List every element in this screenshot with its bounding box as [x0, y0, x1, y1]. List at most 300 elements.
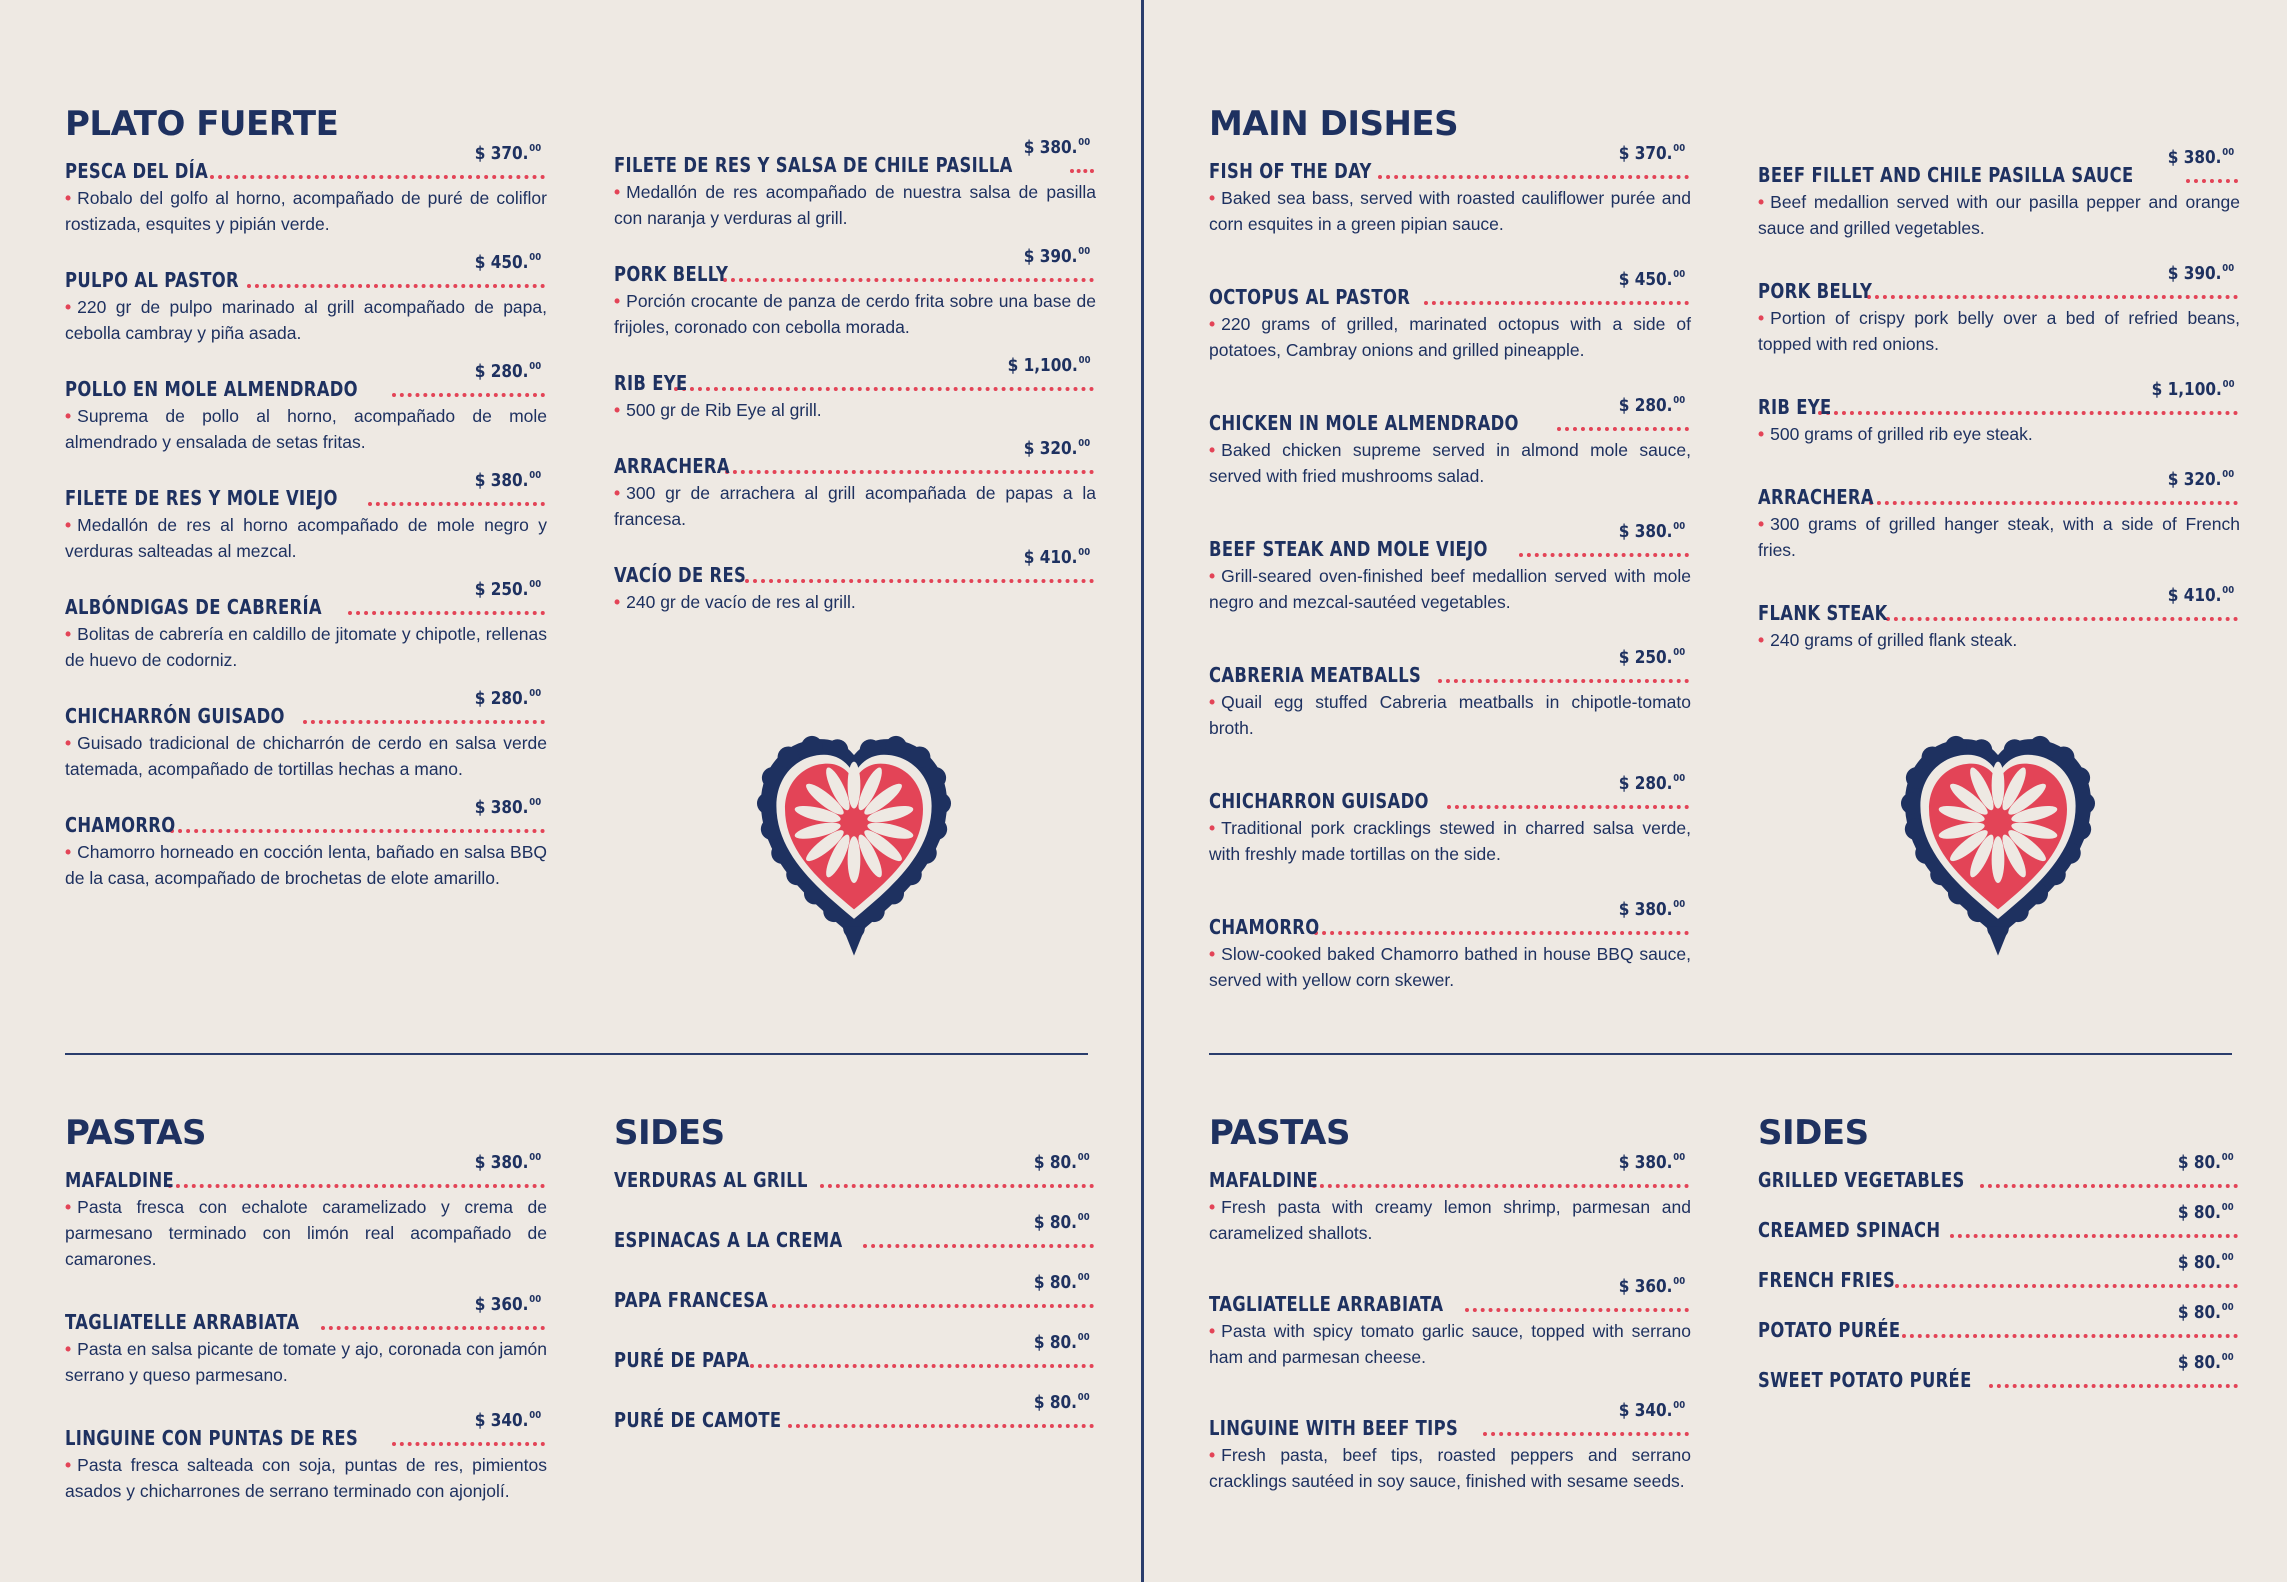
price-cents: 00 [1673, 1276, 1685, 1288]
menu-item-name: OCTOPUS AL PASTOR [1209, 285, 1411, 310]
menu-item-header [614, 246, 1096, 286]
dot-leader [863, 1244, 1094, 1248]
price-cents: 00 [529, 797, 541, 809]
menu-item [65, 470, 547, 564]
menu-item-name: LINGUINE CON PUNTAS DE RES [65, 1426, 359, 1451]
menu-item-price [475, 797, 541, 818]
menu-item [1209, 647, 1691, 741]
dot-leader [725, 470, 1094, 474]
menu-item-price [475, 252, 541, 273]
menu-item-name: SWEET POTATO PURÉE [1758, 1368, 1972, 1393]
menu-item-description [1209, 941, 1691, 993]
dot-leader [1818, 411, 2238, 415]
menu-item-price [475, 143, 541, 164]
menu-item [1209, 395, 1691, 489]
menu-item-description [65, 1336, 547, 1388]
menu-item-price [475, 579, 541, 600]
price-amount: $ 250. [474, 579, 529, 601]
description-text: Pasta fresca con echalote caramelizado y crema de parmesano terminado con limón real acompañado de camarones. [65, 1197, 547, 1270]
menu-item-price [475, 1410, 541, 1431]
menu-item [65, 252, 547, 346]
price-cents: 00 [2222, 1202, 2234, 1214]
menu-item-name: ESPINACAS A LA CREMA [614, 1228, 843, 1253]
menu-item-header [65, 361, 547, 402]
menu-item [65, 361, 547, 455]
price-amount: $ 390. [2167, 263, 2222, 284]
menu-item-description [65, 730, 547, 782]
dot-leader [1886, 617, 2238, 621]
menu-item-name: CHICHARRON GUISADO [1209, 789, 1429, 814]
menu-item [1758, 263, 2240, 357]
bullet-icon: • [614, 291, 621, 311]
menu-item-name: MAFALDINE [65, 1168, 175, 1193]
menu-item-description [614, 480, 1096, 532]
menu-item-name: CHICKEN IN MOLE ALMENDRADO [1209, 411, 1519, 436]
bullet-icon: • [65, 188, 72, 209]
dot-leader [674, 387, 1094, 391]
menu-item-name: FRENCH FRIES [1758, 1268, 1896, 1293]
menu-item-header [1758, 1302, 2240, 1343]
section-divider [65, 1053, 1088, 1055]
menu-item-price [1619, 395, 1685, 416]
menu-item-description [614, 288, 1096, 340]
menu-item-header [65, 252, 547, 293]
menu-item-description [1209, 311, 1691, 363]
dot-leader [1557, 427, 1689, 431]
menu-item-price [1619, 521, 1685, 542]
dot-leader [247, 284, 545, 288]
description-text: Chamorro horneado en cocción lenta, bañado en salsa BBQ de la casa, acompañado de brochetas de elote amarillo. [65, 842, 547, 889]
dot-leader [392, 393, 545, 397]
dot-leader [210, 175, 545, 179]
menu-item [1758, 379, 2240, 447]
menu-item [1209, 269, 1691, 363]
menu-item-price [475, 688, 541, 709]
menu-item-name: ARRACHERA [1758, 485, 1874, 509]
section-title-sides: SIDES [614, 1113, 725, 1153]
menu-item-header [1209, 1400, 1691, 1441]
dot-leader [1378, 175, 1690, 179]
menu-item-description [65, 1452, 547, 1504]
menu-item-header [1758, 469, 2240, 509]
menu-item-description [65, 185, 547, 237]
menu-item-header [1758, 1352, 2240, 1393]
menu-item-header [1758, 263, 2240, 303]
menu-item-description [65, 403, 547, 455]
bullet-icon: • [1758, 192, 1765, 212]
description-text: 220 gr de pulpo marinado al grill acompañado de papa, cebolla cambray y piña asada. [65, 297, 547, 344]
section-title-pastas: PASTAS [65, 1113, 206, 1153]
menu-item [65, 1294, 547, 1388]
menu-item-description [1758, 511, 2240, 563]
menu-item [614, 1212, 1096, 1253]
description-text: Portion of crispy pork belly over a bed of refried beans, topped with red onions. [1758, 308, 2240, 354]
menu-item-name: CHAMORRO [1209, 915, 1320, 940]
menu-page-spanish [0, 0, 1142, 1582]
menu-item [614, 438, 1096, 532]
menu-item-price [475, 361, 541, 382]
menu-item-header [65, 1294, 547, 1335]
menu-item-price [1619, 773, 1685, 794]
menu-item-header [614, 547, 1096, 587]
description-text: Medallón de res al horno acompañado de mole negro y verduras salteadas al mezcal. [65, 515, 547, 562]
menu-item-description [65, 294, 547, 346]
dot-leader [1447, 805, 1689, 809]
menu-item-name: FILETE DE RES Y MOLE VIEJO [65, 486, 338, 511]
menu-item-header [614, 1332, 1096, 1373]
menu-item-description [1209, 563, 1691, 615]
menu-item [65, 143, 547, 237]
section-title-plato-fuerte: PLATO FUERTE [65, 104, 339, 144]
menu-item-price [1034, 1212, 1090, 1233]
menu-item-price [1619, 143, 1685, 164]
menu-item [1758, 1252, 2240, 1293]
bullet-icon: • [1209, 440, 1216, 461]
price-cents: 00 [1078, 246, 1090, 257]
bullet-icon: • [65, 842, 72, 863]
menu-item [614, 1152, 1096, 1193]
price-cents: 00 [1673, 1400, 1685, 1412]
price-cents: 00 [1673, 647, 1685, 659]
menu-item-price [2151, 379, 2234, 400]
menu-item-name: RIB EYE [1758, 395, 1832, 419]
menu-item-name: TAGLIATELLE ARRABIATA [1209, 1292, 1444, 1317]
description-text: 300 gr de arrachera al grill acompañada de papas a la francesa. [614, 483, 1096, 529]
price-cents: 00 [529, 252, 541, 264]
menu-item-name: FLANK STEAK [1758, 601, 1888, 625]
description-text: Quail egg stuffed Cabreria meatballs in chipotle-tomato broth. [1209, 692, 1691, 739]
section-title-main-dishes: MAIN DISHES [1209, 104, 1459, 144]
menu-item-header [1758, 1252, 2240, 1293]
menu-item-price [1034, 1152, 1090, 1173]
description-text: Fresh pasta, beef tips, roasted peppers and serrano cracklings sautéed in soy sauce, finished with sesame seeds. [1209, 1445, 1691, 1492]
pastas-column [65, 1115, 547, 1504]
menu-item [614, 1272, 1096, 1313]
menu-item [65, 688, 547, 782]
menu-item-description [1758, 421, 2240, 447]
price-cents: 00 [1078, 547, 1090, 558]
menu-item [1758, 1302, 2240, 1343]
dot-leader [1867, 295, 2238, 299]
menu-item-name: VERDURAS AL GRILL [614, 1168, 808, 1193]
description-text: Bolitas de cabrería en caldillo de jitomate y chipotle, rellenas de huevo de codorniz. [65, 624, 547, 671]
price-amount: $ 1,100. [2151, 379, 2222, 400]
menu-item-header [1209, 773, 1691, 814]
dot-leader [348, 611, 545, 615]
price-cents: 00 [1673, 269, 1685, 281]
price-amount: $ 280. [1618, 395, 1673, 417]
menu-item-header [614, 1152, 1096, 1193]
price-cents: 00 [2222, 585, 2234, 596]
menu-item-description [65, 512, 547, 564]
menu-item-price [1619, 1400, 1685, 1421]
dot-leader [1070, 169, 1094, 173]
menu-item-header [65, 797, 547, 838]
price-amount: $ 360. [1618, 1276, 1673, 1298]
menu-item-header [1209, 1276, 1691, 1317]
bullet-icon: • [1209, 188, 1216, 209]
section-divider [1209, 1053, 2232, 1055]
description-text: Robalo del golfo al horno, acompañado de puré de coliflor rostizada, esquites y pipián verde. [65, 188, 547, 235]
price-amount: $ 280. [474, 688, 529, 710]
price-amount: $ 450. [474, 252, 529, 274]
menu-item-header [1209, 899, 1691, 940]
menu-item [1209, 899, 1691, 993]
description-text: 500 grams of grilled rib eye steak. [1770, 424, 2033, 444]
menu-item-price [2178, 1352, 2234, 1373]
menu-item-price [1024, 246, 1090, 267]
price-cents: 00 [1673, 395, 1685, 407]
menu-item [1758, 1152, 2240, 1193]
price-cents: 00 [529, 361, 541, 373]
menu-item-name: PULPO AL PASTOR [65, 268, 240, 293]
price-cents: 00 [529, 1152, 541, 1164]
main-dishes-column-2 [1758, 147, 2240, 653]
description-text: Pasta fresca salteada con soja, puntas de res, pimientos asados y chicharrones de serrano terminado con ajonjolí. [65, 1455, 547, 1502]
price-cents: 00 [529, 1294, 541, 1306]
price-cents: 00 [529, 579, 541, 591]
bullet-icon: • [614, 182, 621, 202]
menu-item [65, 797, 547, 891]
menu-item-price [475, 1294, 541, 1315]
price-amount: $ 1,100. [1007, 355, 1078, 376]
price-amount: $ 380. [474, 797, 529, 819]
price-cents: 00 [1078, 1212, 1090, 1224]
bullet-icon: • [1209, 1445, 1216, 1466]
menu-item-price [1619, 899, 1685, 920]
page-fold-divider [1141, 0, 1144, 1582]
description-text: Pasta with spicy tomato garlic sauce, topped with serrano ham and parmesan cheese. [1209, 1321, 1691, 1368]
menu-item-price [2178, 1152, 2234, 1173]
menu-item-price [2168, 585, 2234, 606]
main-dishes-column-1 [65, 106, 547, 891]
menu-item [1758, 147, 2240, 241]
menu-item-header [1758, 147, 2240, 187]
price-cents: 00 [1078, 137, 1090, 148]
description-text: Suprema de pollo al horno, acompañado de mole almendrado y ensalada de setas fritas. [65, 406, 547, 453]
menu-item-name: ARRACHERA [614, 454, 730, 478]
dot-leader [1980, 1184, 2238, 1188]
dot-leader [168, 1184, 545, 1188]
price-cents: 00 [529, 688, 541, 700]
menu-item-price [1034, 1272, 1090, 1293]
menu-item-description [1758, 627, 2240, 653]
menu-item [614, 137, 1096, 231]
menu-item-name: PORK BELLY [1758, 279, 1873, 303]
menu-item-price [1619, 1152, 1685, 1173]
menu-item-price [2178, 1252, 2234, 1273]
dot-leader [723, 278, 1094, 282]
price-amount: $ 280. [1618, 773, 1673, 795]
menu-item-description [614, 589, 1096, 615]
price-amount: $ 380. [1023, 137, 1078, 158]
price-cents: 00 [529, 143, 541, 155]
menu-item-description [1209, 689, 1691, 741]
menu-item-price [1034, 1392, 1090, 1413]
bullet-icon: • [1758, 424, 1765, 444]
menu-item-header [1209, 521, 1691, 562]
price-amount: $ 280. [474, 361, 529, 383]
menu-item-name: RIB EYE [614, 371, 688, 395]
dot-leader [1438, 679, 1689, 683]
dot-leader [368, 502, 545, 506]
price-amount: $ 450. [1618, 269, 1673, 291]
menu-item-name: PURÉ DE CAMOTE [614, 1408, 782, 1433]
menu-item-header [1209, 395, 1691, 436]
bullet-icon: • [1209, 818, 1216, 839]
menu-item-description [614, 179, 1096, 231]
menu-item-price [1024, 137, 1090, 158]
menu-item-name: CREAMED SPINACH [1758, 1218, 1941, 1243]
bullet-icon: • [65, 1455, 72, 1476]
price-amount: $ 410. [1023, 547, 1078, 568]
menu-item-description [1209, 1442, 1691, 1494]
menu-list [614, 1152, 1096, 1433]
price-amount: $ 370. [474, 143, 529, 165]
dot-leader [1895, 1284, 2238, 1288]
menu-item-name: GRILLED VEGETABLES [1758, 1168, 1965, 1193]
description-text: Baked sea bass, served with roasted cauliflower purée and corn esquites in a green pipian sauce. [1209, 188, 1691, 235]
menu-item-header [1758, 585, 2240, 625]
bullet-icon: • [1209, 314, 1216, 335]
menu-item-name: LINGUINE WITH BEEF TIPS [1209, 1416, 1459, 1441]
bullet-icon: • [65, 733, 72, 754]
bullet-icon: • [614, 592, 621, 612]
menu-item [614, 547, 1096, 615]
menu-item-name: TAGLIATELLE ARRABIATA [65, 1310, 300, 1335]
menu-item-price [2168, 469, 2234, 490]
dot-leader [772, 1304, 1094, 1308]
price-cents: 00 [2222, 379, 2234, 390]
dot-leader [1483, 1432, 1689, 1436]
menu-list [1758, 147, 2240, 653]
menu-item-description [1758, 189, 2240, 241]
price-amount: $ 80. [2178, 1152, 2222, 1174]
description-text: Fresh pasta with creamy lemon shrimp, parmesan and caramelized shallots. [1209, 1197, 1691, 1244]
menu-item-price [2178, 1202, 2234, 1223]
price-cents: 00 [1673, 773, 1685, 785]
menu-item-name: BEEF STEAK AND MOLE VIEJO [1209, 537, 1488, 562]
price-amount: $ 380. [1618, 899, 1673, 921]
description-text: Medallón de res acompañado de nuestra salsa de pasilla con naranja y verduras al grill. [614, 182, 1096, 228]
dot-leader [170, 829, 545, 833]
bullet-icon: • [65, 1339, 72, 1360]
menu-item-description [1209, 1318, 1691, 1370]
menu-page-english [1145, 0, 2287, 1582]
menu-item-name: POTATO PURÉE [1758, 1318, 1901, 1343]
price-cents: 00 [1673, 521, 1685, 533]
menu-item-price [1024, 547, 1090, 568]
price-cents: 00 [1078, 1152, 1090, 1164]
price-cents: 00 [1673, 143, 1685, 155]
menu-item-header [65, 470, 547, 511]
menu-item-price [1619, 1276, 1685, 1297]
sides-column [1758, 1115, 2240, 1394]
menu-item [1209, 521, 1691, 615]
menu-item-name: PORK BELLY [614, 262, 729, 286]
dot-leader [1424, 301, 1689, 305]
dot-leader [1312, 1184, 1689, 1188]
menu-item-header [1209, 143, 1691, 184]
price-cents: 00 [2222, 147, 2234, 158]
menu-item-header [1758, 1202, 2240, 1243]
price-amount: $ 80. [2178, 1202, 2222, 1224]
bullet-icon: • [65, 297, 72, 318]
description-text: 240 grams of grilled flank steak. [1770, 630, 2018, 650]
menu-item-header [614, 438, 1096, 478]
price-amount: $ 380. [2167, 147, 2222, 168]
menu-item [1209, 1400, 1691, 1494]
price-amount: $ 80. [1034, 1272, 1078, 1294]
description-text: Slow-cooked baked Chamorro bathed in house BBQ sauce, served with yellow corn skewer. [1209, 944, 1691, 991]
menu-item-name: FILETE DE RES Y SALSA DE CHILE PASILLA [614, 153, 1013, 177]
menu-item-name: FISH OF THE DAY [1209, 159, 1372, 184]
menu-item-header [65, 1410, 547, 1451]
menu-item-name: CHAMORRO [65, 813, 176, 838]
description-text: Grill-seared oven-finished beef medallion served with mole negro and mezcal-sautéed vegetables. [1209, 566, 1691, 613]
menu-item-price [475, 470, 541, 491]
menu-item-header [1209, 647, 1691, 688]
menu-item-name: CABRERIA MEATBALLS [1209, 663, 1422, 688]
description-text: 500 gr de Rib Eye al grill. [626, 400, 822, 420]
description-text: Beef medallion served with our pasilla pepper and orange sauce and grilled vegetables. [1758, 192, 2240, 238]
sides-column [614, 1115, 1096, 1434]
bullet-icon: • [1209, 944, 1216, 965]
menu-list [65, 143, 547, 891]
price-amount: $ 80. [1034, 1212, 1078, 1234]
menu-item-description [65, 839, 547, 891]
menu-item [1758, 469, 2240, 563]
price-amount: $ 80. [1034, 1392, 1078, 1414]
menu-item-header [1209, 269, 1691, 310]
description-text: Baked chicken supreme served in almond mole sauce, served with fried mushrooms salad. [1209, 440, 1691, 487]
menu-item-name: VACÍO DE RES [614, 563, 747, 587]
description-text: Guisado tradicional de chicharrón de cerdo en salsa verde tatemada, acompañado de tortillas hechas a mano. [65, 733, 547, 780]
dot-leader [1465, 1308, 1689, 1312]
menu-item-price [475, 1152, 541, 1173]
menu-item [65, 1152, 547, 1272]
menu-item [1209, 773, 1691, 867]
dot-leader [321, 1326, 545, 1330]
dot-leader [750, 1364, 1094, 1368]
price-amount: $ 390. [1023, 246, 1078, 267]
main-dishes-column-1 [1209, 106, 1691, 993]
bullet-icon: • [65, 624, 72, 645]
menu-item-name: CHICHARRÓN GUISADO [65, 704, 285, 729]
price-cents: 00 [2222, 1352, 2234, 1364]
price-amount: $ 370. [1618, 143, 1673, 165]
section-title-sides: SIDES [1758, 1113, 1869, 1153]
price-cents: 00 [1078, 1392, 1090, 1404]
bullet-icon: • [614, 483, 621, 503]
menu-list [614, 137, 1096, 615]
menu-item-description [1209, 185, 1691, 237]
main-dishes-column-2 [614, 137, 1096, 615]
bullet-icon: • [1758, 308, 1765, 328]
menu-item [614, 355, 1096, 423]
price-amount: $ 380. [1618, 1152, 1673, 1174]
menu-item [1209, 1276, 1691, 1370]
dot-leader [392, 1442, 545, 1446]
price-amount: $ 80. [1034, 1152, 1078, 1174]
price-cents: 00 [1078, 1272, 1090, 1284]
section-title-pastas: PASTAS [1209, 1113, 1350, 1153]
menu-item-description [65, 621, 547, 673]
pastas-column [1209, 1115, 1691, 1494]
menu-item-description [1758, 305, 2240, 357]
menu-item-header [614, 355, 1096, 395]
price-amount: $ 340. [474, 1410, 529, 1432]
